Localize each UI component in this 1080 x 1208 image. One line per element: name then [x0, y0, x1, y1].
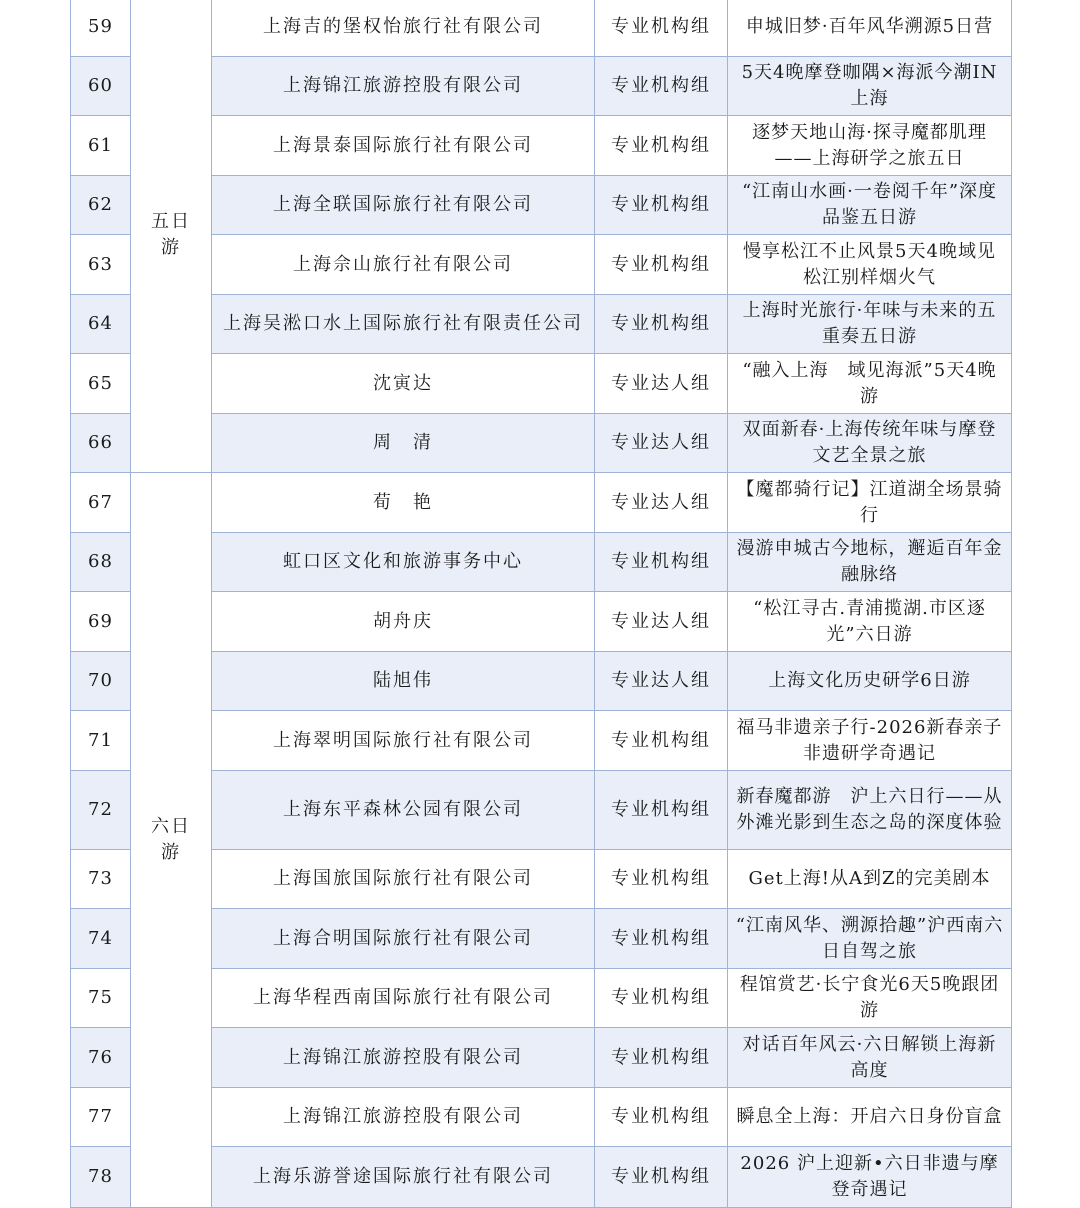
row-number: 62 — [71, 176, 131, 235]
row-number: 64 — [71, 295, 131, 354]
organization-cell: 上海锦江旅游控股有限公司 — [212, 1028, 595, 1088]
table-row — [71, 473, 1012, 533]
table-row — [71, 1028, 1012, 1088]
table-row — [71, 57, 1012, 116]
route-cell: “江南山水画·一卷阅千年”深度品鉴五日游 — [728, 176, 1012, 235]
table-row — [71, 711, 1012, 771]
route-cell: 瞬息全上海：开启六日身份盲盒 — [728, 1088, 1012, 1147]
route-cell: 上海时光旅行·年味与未来的五重奏五日游 — [728, 295, 1012, 354]
category-cell-five-day — [131, 0, 212, 473]
route-cell: 上海文化历史研学6日游 — [728, 652, 1012, 711]
row-number: 60 — [71, 57, 131, 116]
group-cell: 专业机构组 — [595, 116, 728, 176]
row-number: 67 — [71, 473, 131, 533]
group-cell: 专业机构组 — [595, 57, 728, 116]
group-cell: 专业机构组 — [595, 0, 728, 57]
row-number: 73 — [71, 850, 131, 909]
route-cell: 2026 沪上迎新•六日非遗与摩登奇遇记 — [728, 1147, 1012, 1208]
group-cell: 专业机构组 — [595, 1088, 728, 1147]
table-row — [71, 652, 1012, 711]
route-cell: “融入上海 域见海派”5天4晚游 — [728, 354, 1012, 414]
organization-cell: 上海东平森林公园有限公司 — [212, 771, 595, 850]
row-number: 71 — [71, 711, 131, 771]
group-cell: 专业机构组 — [595, 711, 728, 771]
category-label: 五日游 — [151, 210, 191, 258]
organization-cell: 虹口区文化和旅游事务中心 — [212, 533, 595, 592]
route-cell: 福马非遗亲子行-2026新春亲子非遗研学奇遇记 — [728, 711, 1012, 771]
table-row — [71, 771, 1012, 850]
row-number: 66 — [71, 414, 131, 473]
category-cell-six-day — [131, 473, 212, 1208]
organization-cell: 上海佘山旅行社有限公司 — [212, 235, 595, 295]
route-cell: 漫游申城古今地标，邂逅百年金融脉络 — [728, 533, 1012, 592]
table-row — [71, 969, 1012, 1028]
route-list-table — [70, 0, 1012, 1208]
row-number: 68 — [71, 533, 131, 592]
organization-cell: 上海全联国际旅行社有限公司 — [212, 176, 595, 235]
organization-cell: 上海国旅国际旅行社有限公司 — [212, 850, 595, 909]
row-number: 78 — [71, 1147, 131, 1208]
organization-cell: 荀 艳 — [212, 473, 595, 533]
route-cell: 慢享松江不止风景5天4晚域见松江别样烟火气 — [728, 235, 1012, 295]
table-row — [71, 592, 1012, 652]
group-cell: 专业机构组 — [595, 909, 728, 969]
group-cell: 专业机构组 — [595, 1147, 728, 1208]
table-row — [71, 533, 1012, 592]
group-cell: 专业达人组 — [595, 473, 728, 533]
organization-cell: 胡舟庆 — [212, 592, 595, 652]
route-cell: 新春魔都游 沪上六日行——从外滩光影到生态之岛的深度体验 — [728, 771, 1012, 850]
row-number: 72 — [71, 771, 131, 850]
group-cell: 专业机构组 — [595, 295, 728, 354]
table-row — [71, 295, 1012, 354]
table-row — [71, 909, 1012, 969]
table-row — [71, 1088, 1012, 1147]
route-cell: 对话百年风云·六日解锁上海新高度 — [728, 1028, 1012, 1088]
table-row — [71, 0, 1012, 57]
route-cell: 逐梦天地山海·探寻魔都肌理——上海研学之旅五日 — [728, 116, 1012, 176]
organization-cell: 周 清 — [212, 414, 595, 473]
row-number: 77 — [71, 1088, 131, 1147]
organization-cell: 上海华程西南国际旅行社有限公司 — [212, 969, 595, 1028]
row-number: 70 — [71, 652, 131, 711]
organization-cell: 上海锦江旅游控股有限公司 — [212, 57, 595, 116]
route-cell: 【魔都骑行记】江道湖全场景骑行 — [728, 473, 1012, 533]
organization-cell: 上海锦江旅游控股有限公司 — [212, 1088, 595, 1147]
table-row — [71, 1147, 1012, 1208]
row-number: 65 — [71, 354, 131, 414]
route-cell: “江南风华、溯源拾趣”沪西南六日自驾之旅 — [728, 909, 1012, 969]
table-row — [71, 116, 1012, 176]
organization-cell: 上海景泰国际旅行社有限公司 — [212, 116, 595, 176]
group-cell: 专业机构组 — [595, 235, 728, 295]
group-cell: 专业机构组 — [595, 771, 728, 850]
organization-cell: 上海乐游誉途国际旅行社有限公司 — [212, 1147, 595, 1208]
organization-cell: 上海合明国际旅行社有限公司 — [212, 909, 595, 969]
table-row — [71, 414, 1012, 473]
row-number: 63 — [71, 235, 131, 295]
organization-cell: 陆旭伟 — [212, 652, 595, 711]
group-cell: 专业达人组 — [595, 414, 728, 473]
category-label: 六日游 — [151, 816, 191, 863]
route-cell: 程馆赏艺·长宁食光6天5晚跟团游 — [728, 969, 1012, 1028]
organization-cell: 上海吉的堡权怡旅行社有限公司 — [212, 0, 595, 57]
organization-cell: 上海翠明国际旅行社有限公司 — [212, 711, 595, 771]
group-cell: 专业机构组 — [595, 969, 728, 1028]
row-number: 76 — [71, 1028, 131, 1088]
table-row — [71, 176, 1012, 235]
group-cell: 专业达人组 — [595, 592, 728, 652]
group-cell: 专业机构组 — [595, 850, 728, 909]
row-number: 69 — [71, 592, 131, 652]
table-row — [71, 850, 1012, 909]
route-cell: Get上海!从A到Z的完美剧本 — [728, 850, 1012, 909]
organization-cell: 上海吴淞口水上国际旅行社有限责任公司 — [212, 295, 595, 354]
table-row — [71, 354, 1012, 414]
table-row — [71, 235, 1012, 295]
group-cell: 专业达人组 — [595, 354, 728, 414]
group-cell: 专业机构组 — [595, 533, 728, 592]
route-cell: 双面新春·上海传统年味与摩登文艺全景之旅 — [728, 414, 1012, 473]
row-number: 75 — [71, 969, 131, 1028]
row-number: 74 — [71, 909, 131, 969]
row-number: 61 — [71, 116, 131, 176]
group-cell: 专业机构组 — [595, 176, 728, 235]
group-cell: 专业机构组 — [595, 1028, 728, 1088]
route-cell: 申城旧梦·百年风华溯源5日营 — [728, 0, 1012, 57]
route-cell: 5天4晚摩登咖隅×海派今潮IN上海 — [728, 57, 1012, 116]
route-cell: “松江寻古.青浦揽湖.市区逐光”六日游 — [728, 592, 1012, 652]
organization-cell: 沈寅达 — [212, 354, 595, 414]
row-number: 59 — [71, 0, 131, 57]
group-cell: 专业达人组 — [595, 652, 728, 711]
